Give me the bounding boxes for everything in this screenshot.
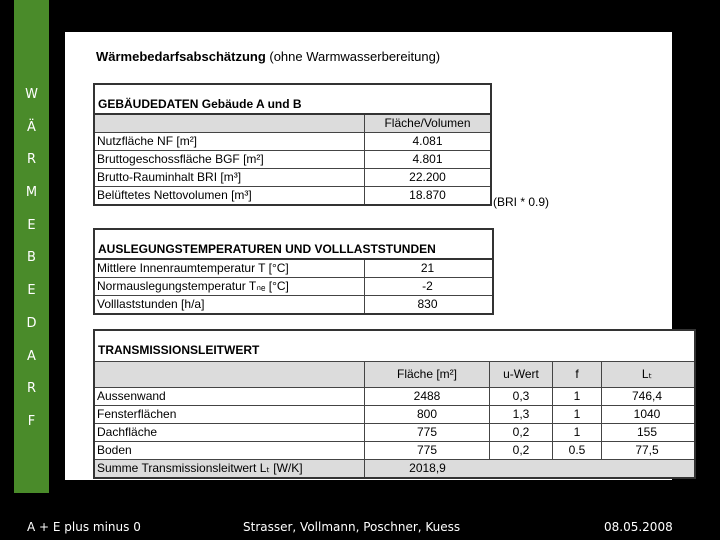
row-value: 21 <box>420 261 435 275</box>
sidebar-letter: Ä <box>27 119 36 135</box>
table-row <box>95 423 694 441</box>
slide-title <box>96 49 440 64</box>
sidebar-letter: D <box>26 315 37 331</box>
row-label: Aussenwand <box>95 388 365 405</box>
row-u: 0,3 <box>490 388 553 405</box>
row-lt: 155 <box>636 425 658 439</box>
row-label: Belüftetes Nettovolumen [m³] <box>95 187 365 204</box>
transmission-col-headers <box>95 361 694 387</box>
sidebar-letter: A <box>27 348 36 364</box>
sidebar-letter: R <box>26 152 37 168</box>
col-u-value: u-Wert <box>490 362 553 387</box>
sidebar-letter: R <box>26 381 37 397</box>
table-row <box>95 260 492 277</box>
row-value: 18.870 <box>409 188 446 202</box>
transmission-header: TRANSMISSIONSLEITWERT <box>98 343 260 357</box>
sum-value: 2018,9 <box>409 461 446 475</box>
footer-center: Strasser, Vollmann, Poschner, Kuess <box>243 520 461 534</box>
row-label: Brutto-Rauminhalt BRI [m³] <box>95 169 365 186</box>
row-label: Volllaststunden [h/a] <box>95 296 365 313</box>
col-f: f <box>553 362 602 387</box>
table-row <box>95 387 694 405</box>
row-label: Dachfläche <box>95 424 365 441</box>
row-value: -2 <box>422 279 433 293</box>
row-f: 1 <box>553 406 602 423</box>
row-lt: 746,4 <box>631 389 663 403</box>
row-area: 800 <box>365 406 490 423</box>
row-lt: 77,5 <box>635 443 659 457</box>
row-label: Bruttogeschossfläche BGF [m²] <box>95 151 365 168</box>
footer-left: A + E plus minus 0 <box>27 520 141 534</box>
table-row <box>95 295 492 313</box>
sidebar-letter: W <box>25 87 38 102</box>
design-header: AUSLEGUNGSTEMPERATUREN UND VOLLLASTSTUNDEN <box>95 230 492 260</box>
row-u: 1,3 <box>490 406 553 423</box>
sidebar-letter: F <box>27 413 36 429</box>
row-area: 775 <box>365 442 490 459</box>
table-row <box>95 186 490 204</box>
table-row <box>95 150 490 168</box>
row-value: 4.801 <box>412 152 443 166</box>
row-lt: 1040 <box>633 407 661 421</box>
sidebar-letter: B <box>27 250 36 266</box>
row-f: 1 <box>553 388 602 405</box>
row-f: 1 <box>553 424 602 441</box>
table-row <box>95 441 694 459</box>
building-col-header-row <box>95 115 490 132</box>
row-label: Normauslegungstemperatur Tₙₑ [°C] <box>95 278 365 295</box>
row-label: Nutzfläche NF [m²] <box>95 133 365 150</box>
vertical-title <box>14 85 49 445</box>
row-label: Mittlere Innenraumtemperatur T [°C] <box>95 260 365 277</box>
row-area: 2488 <box>365 388 490 405</box>
volume-note: (BRI * 0.9) <box>493 195 550 209</box>
building-data-header: GEBÄUDEDATEN Gebäude A und B <box>95 85 490 115</box>
row-u: 0,2 <box>490 424 553 441</box>
building-data-table <box>93 83 492 206</box>
row-value: 4.081 <box>412 134 443 148</box>
sum-row <box>95 459 694 477</box>
sidebar-letter: M <box>25 185 38 201</box>
col-area: Fläche [m²] <box>365 362 490 387</box>
col-lt: Lₜ <box>641 367 653 381</box>
slide-title-bold: Wärmebedarfsabschätzung <box>96 49 266 64</box>
row-area: 775 <box>365 424 490 441</box>
transmission-table <box>93 329 696 479</box>
sum-label: Summe Transmissionsleitwert Lₜ [W/K] <box>95 460 365 477</box>
sidebar-letter: E <box>27 217 36 233</box>
row-label: Boden <box>95 442 365 459</box>
row-value: 22.200 <box>409 170 446 184</box>
table-row <box>95 277 492 295</box>
row-label: Fensterflächen <box>95 406 365 423</box>
table-row <box>95 168 490 186</box>
slide-content <box>65 32 672 480</box>
design-temperatures-table <box>93 228 494 315</box>
sidebar-letter: E <box>27 283 36 299</box>
slide-title-rest: (ohne Warmwasserbereitung) <box>265 49 441 64</box>
table-row <box>95 132 490 150</box>
table-row <box>95 405 694 423</box>
row-f: 0.5 <box>553 442 602 459</box>
footer-date: 08.05.2008 <box>604 520 673 534</box>
building-col-header: Fläche/Volumen <box>384 116 471 130</box>
row-value: 830 <box>417 297 438 311</box>
row-u: 0,2 <box>490 442 553 459</box>
